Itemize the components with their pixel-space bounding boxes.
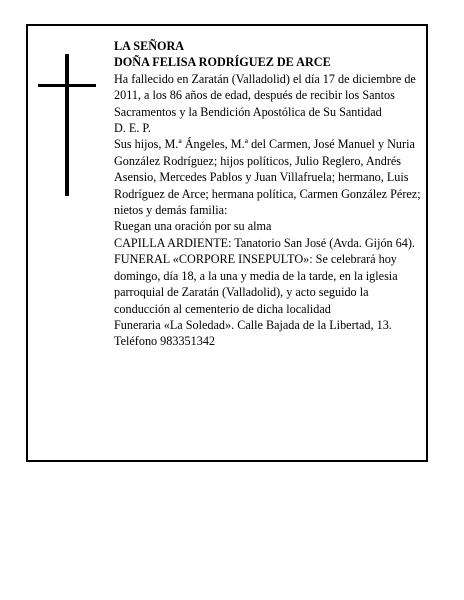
funeral-info: FUNERAL «CORPORE INSEPULTO»: Se celebrará hoy domingo, día 18, a la una y media de la tarde, en la iglesia parroquial de Zaratán (Valladolid), y acto seguido la conducción al cementerio de dicha localidad [114,252,398,316]
cross-vertical-bar [65,54,69,196]
deceased-name: DOÑA FELISA RODRÍGUEZ DE ARCE [114,55,331,70]
notice-title: LA SEÑORA [114,39,185,53]
family-list: Sus hijos, M.ª Ángeles, M.ª del Carmen, José Manuel y Nuria González Rodríguez; hijos políticos, Julio Reglero, Andrés Asensio, Mercedes Pablos y Juan Villafruela; hermano, Luis Rodríguez de Arce; hermana política, Carmen González Pérez; nietos y demás familia: [114,137,421,218]
obituary-text-block [114,38,424,350]
rest-in-peace-text: D. E. P. [114,121,151,136]
prayer-request: Ruegan una oración por su alma [114,219,272,234]
funeral-home-info: Funeraria «La Soledad». Calle Bajada de la Libertad, 13. Teléfono 983351342 [114,317,392,349]
chapel-info: CAPILLA ARDIENTE: Tanatorio San José (Avda. Gijón 64). [114,235,415,250]
cross-horizontal-bar [38,84,96,87]
death-announcement: Ha fallecido en Zaratán (Valladolid) el día 17 de diciembre de 2011, a los 86 años de edad, después de recibir los Santos Sacramentos y la Bendición Apostólica de Su Santidad [114,71,416,119]
